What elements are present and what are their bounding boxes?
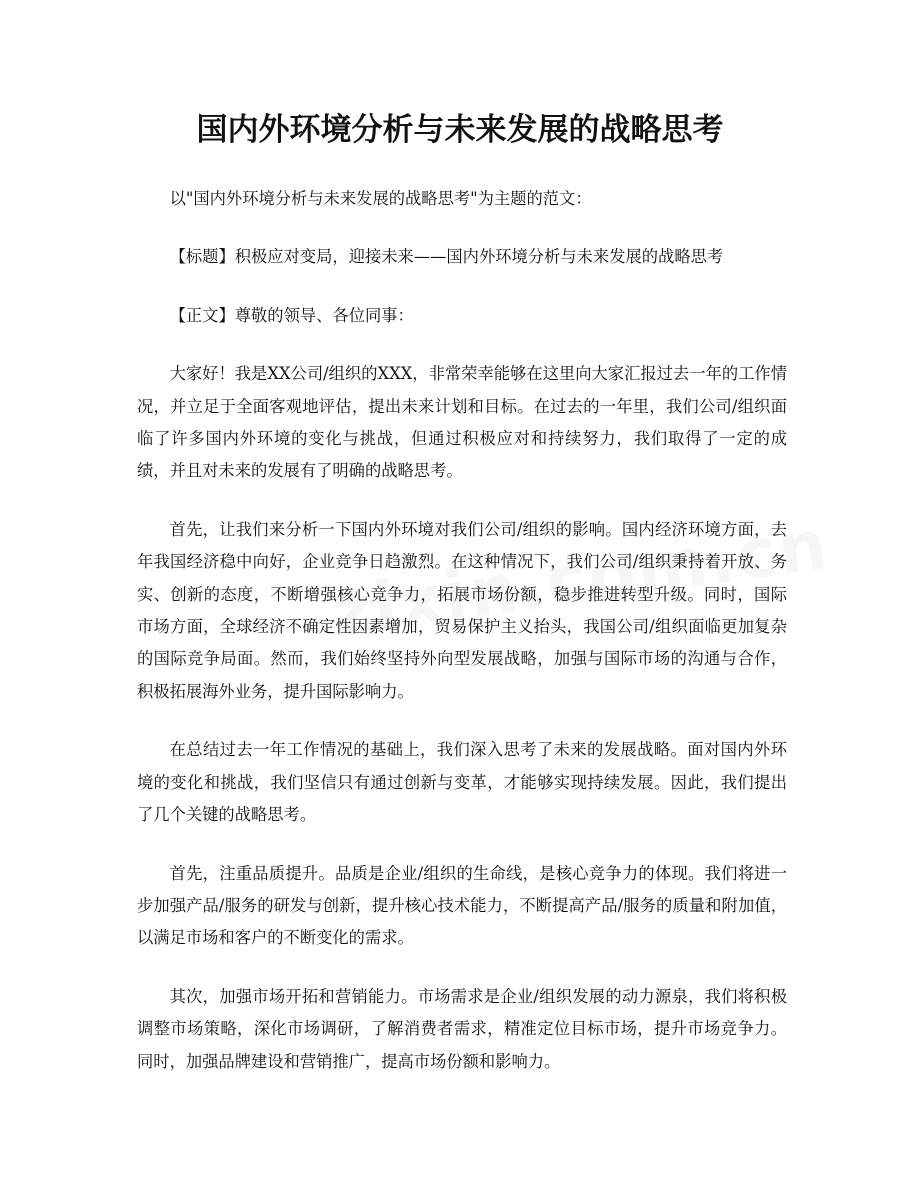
body-paragraph-3: 在总结过去一年工作情况的基础上，我们深入思考了未来的发展战略。面对国内外环境的变化和挑战，我们坚信只有通过创新与变革，才能够实现持续发展。因此，我们提出了几个关键的战略思考。 <box>137 740 787 825</box>
body-paragraph-5: 其次，加强市场开拓和营销能力。市场需求是企业/组织发展的动力源泉，我们将积极调整市场策略，深化市场调研，了解消费者需求，精准定位目标市场，提升市场竞争力。同时，加强品牌建设和营销推广，提高市场份额和影响力。 <box>137 986 787 1071</box>
body-paragraph-1: 大家好！我是XX公司/组织的XXX，非常荣幸能够在这里向大家汇报过去一年的工作情况，并立足于全面客观地评估，提出未来计划和目标。在过去的一年里，我们公司/组织面临了许多国内外环境的变化与挑战，但通过积极应对和持续努力，我们取得了一定的成绩，并且对未来的发展有了明确的战略思考。 <box>137 364 787 481</box>
salutation-paragraph: 【正文】尊敬的领导、各位同事： <box>169 305 414 325</box>
body-paragraph-4: 首先，注重品质提升。品质是企业/组织的生命线，是核心竞争力的体现。我们将进一步加强产品/服务的研发与创新，提升核心技术能力，不断提高产品/服务的质量和附加值，以满足市场和客户的不断变化的需求。 <box>137 863 787 948</box>
body-paragraph-2: 首先，让我们来分析一下国内外环境对我们公司/组织的影响。国内经济环境方面，去年我国经济稳中向好，企业竞争日趋激烈。在这种情况下，我们公司/组织秉持着开放、务实、创新的态度，不断增强核心竞争力，拓展市场份额，稳步推进转型升级。同时，国际市场方面，全球经济不确定性因素增加，贸易保护主义抬头，我国公司/组织面临更加复杂的国际竞争局面。然而，我们始终坚持外向型发展战略，加强与国际市场的沟通与合作，积极拓展海外业务，提升国际影响力。 <box>137 519 787 701</box>
heading-paragraph: 【标题】积极应对变局，迎接未来——国内外环境分析与未来发展的战略思考 <box>169 247 724 267</box>
page-title: 国内外环境分析与未来发展的战略思考 <box>196 112 724 148</box>
document-body <box>137 183 787 1104</box>
intro-paragraph: 以"国内外环境分析与未来发展的战略思考"为主题的范文： <box>169 189 592 208</box>
